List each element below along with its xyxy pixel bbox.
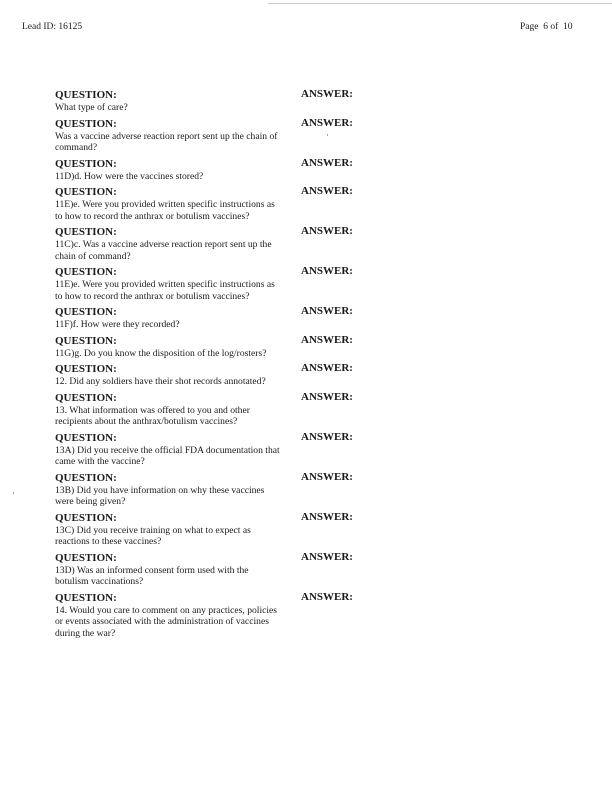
question-text: 11C)c. Was a vaccine adverse reaction report sent up the chain of command? [55,239,272,262]
question-text: Was a vaccine adverse reaction report sent up the chain of command? [55,130,278,153]
question-text: 12. Did any soldiers have their shot records annotated? [55,376,266,387]
question-label: QUESTION: [55,186,117,198]
question-label: QUESTION: [55,591,117,604]
answer-label: ANSWER: [301,390,353,403]
question-text: 13. What information was offered to you and other recipients about the anthrax/botulism vaccines? [55,404,250,427]
answer-label: ANSWER: [301,265,353,277]
question-label: QUESTION: [55,306,117,318]
qa-item [55,118,575,154]
answer-label: ANSWER: [301,550,353,563]
page-total: 10 [563,22,573,32]
answer-label: ANSWER: [301,116,353,129]
question-label: QUESTION: [55,551,117,564]
qa-item [55,592,575,640]
question-text: 11E)e. Were you provided written specific instructions as to how to record the anthrax or botulism vaccines? [55,279,275,302]
question-text: 14. Would you care to comment on any practices, policies or events associated with the administration of vaccines during the war? [55,604,278,639]
question-label: QUESTION: [55,431,117,444]
page-current: 6 [543,22,548,32]
answer-label: ANSWER: [301,88,353,100]
qa-item [55,512,575,548]
lead-id: Lead ID: 16125 [22,22,83,32]
question-label: QUESTION: [55,226,117,238]
question-text: 13B) Did you have information on why these vaccines were being given? [55,484,265,507]
answer-label: ANSWER: [301,225,353,237]
qa-item [55,306,575,331]
question-text: What type of care? [55,102,128,113]
answer-label: ANSWER: [301,333,353,346]
question-label: QUESTION: [55,391,117,404]
answer-label: ANSWER: [301,185,353,197]
qa-item [55,89,575,114]
question-text: 11G)g. Do you know the disposition of the log/rosters? [55,347,267,359]
question-answer-list [55,89,575,643]
answer-label: ANSWER: [301,156,353,169]
question-text: 11D)d. How were the vaccines stored? [55,170,204,182]
top-rule [268,3,612,4]
answer-label: ANSWER: [301,510,353,523]
question-label: QUESTION: [55,89,117,101]
question-label: QUESTION: [55,511,117,524]
page-of: of [550,22,559,32]
qa-item [55,186,575,222]
answer-label: ANSWER: [301,470,353,483]
question-text: 11F)f. How were they recorded? [55,319,180,330]
question-label: QUESTION: [55,157,117,170]
page-number [520,22,573,32]
scan-speck: · [12,488,15,498]
qa-item [55,335,575,360]
answer-label: ANSWER: [301,305,353,317]
answer-label: ANSWER: [301,590,353,603]
qa-item [55,552,575,588]
qa-item [55,392,575,428]
question-text: 13C) Did you receive training on what to expect as reactions to these vaccines? [55,524,251,547]
question-text: 13A) Did you receive the official FDA documentation that came with the vaccine? [55,444,280,467]
qa-item [55,472,575,508]
qa-item [55,363,575,388]
qa-item [55,158,575,183]
question-label: QUESTION: [55,334,117,347]
question-text: 11E)e. Were you provided written specific instructions as to how to record the anthrax or botulism vaccines? [55,199,275,222]
qa-item [55,226,575,262]
qa-item [55,266,575,302]
answer-label: ANSWER: [301,430,353,443]
question-label: QUESTION: [55,471,117,484]
question-label: QUESTION: [55,117,117,130]
qa-item [55,432,575,468]
scan-speck: · [326,130,329,140]
question-text: 13D) Was an informed consent form used with the botulism vaccinations? [55,564,249,587]
question-label: QUESTION: [55,266,117,278]
page-label: Page [520,22,539,32]
answer-label: ANSWER: [301,362,353,374]
question-label: QUESTION: [55,363,117,375]
